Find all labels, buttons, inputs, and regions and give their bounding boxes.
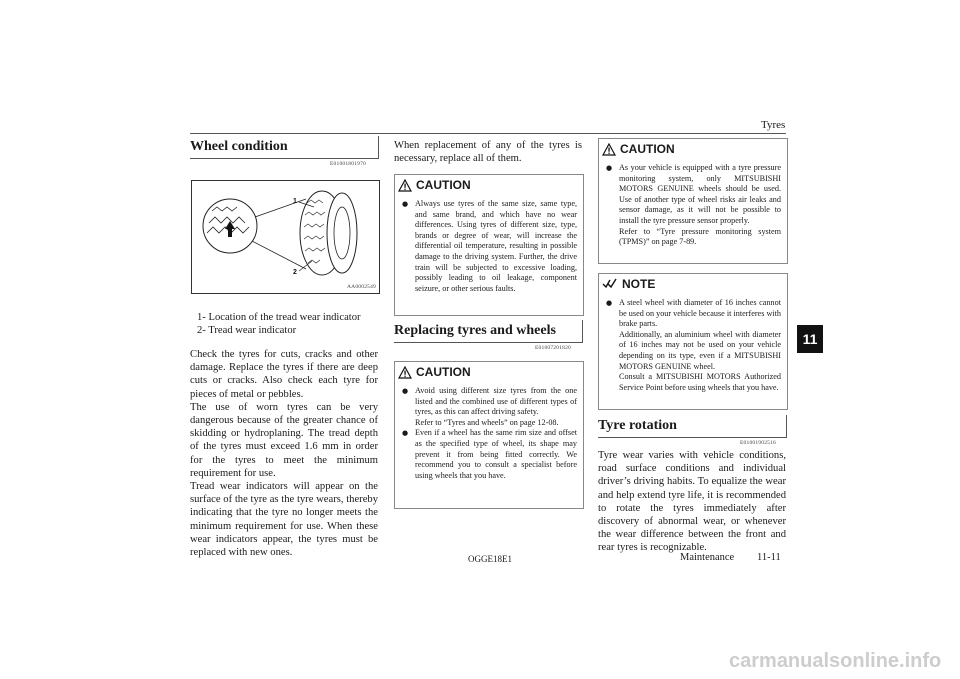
caution-text: As your vehicle is equipped with a tyre pressure monitoring system, only MITSUBISHI MOTORS GENUINE wheels should be used. Use of another type of wheel risks air leaks and sensor damage, as it will not be possible to install the tyre pressure sensor properly. xyxy=(619,163,781,225)
page-number: 11-11 xyxy=(757,552,781,563)
caution-text: Refer to “Tyres and wheels” on page 12-08. xyxy=(415,417,559,427)
legend-item xyxy=(197,324,379,337)
tyre-illustration xyxy=(192,181,379,293)
caution-box xyxy=(394,174,584,316)
caution-box xyxy=(598,138,788,264)
section-tick xyxy=(786,415,787,437)
caution-items xyxy=(606,163,781,248)
section-title-tyre-rotation: Tyre rotation xyxy=(598,418,677,433)
caution-item xyxy=(606,163,781,248)
wheel-condition-text xyxy=(190,348,378,559)
caution-items xyxy=(402,386,577,481)
section-code: E01001902516 xyxy=(740,440,777,446)
warning-triangle-icon xyxy=(602,143,616,156)
warning-triangle-icon xyxy=(398,179,412,192)
section-title-wheel-condition: Wheel condition xyxy=(190,139,288,154)
bullet-icon: ● xyxy=(402,429,409,438)
tyre-rotation-text xyxy=(598,449,786,555)
chapter-title: Tyres xyxy=(761,119,786,131)
footer-section: Maintenance xyxy=(680,552,735,563)
note-box xyxy=(598,273,788,410)
section-code: E01007201820 xyxy=(535,345,572,351)
caution-header xyxy=(398,178,471,192)
bullet-icon: ● xyxy=(402,200,409,208)
bullet-icon: ● xyxy=(402,387,409,395)
section-code: E01001801970 xyxy=(330,161,367,167)
section-tick xyxy=(582,320,583,342)
section-tick xyxy=(378,136,379,158)
paragraph: Tread wear indicators will appear on the surface of the tyre as the tyre wears, thereby indicating that the tyre no longer meets the minimum requirement for use. When these wear indicators appear, the tyres must be replaced with new ones. xyxy=(190,481,378,559)
caution-item xyxy=(402,199,577,294)
figure-legend xyxy=(197,311,379,337)
legend-number: 2- xyxy=(197,325,206,337)
caution-title: CAUTION xyxy=(620,142,675,156)
caution-item xyxy=(402,386,577,428)
note-icon xyxy=(602,278,618,290)
warning-triangle-icon xyxy=(398,366,412,379)
caution-text: Even if a wheel has the same rim size and offset as the specified type of wheel, its shape may prevent it from being fitted correctly. We recommend you to consult a specialist before using wheels that you have. xyxy=(415,428,577,480)
caution-items xyxy=(402,199,577,294)
watermark: carmanualsonline.info xyxy=(729,650,942,672)
caution-box xyxy=(394,361,584,509)
section-title-replacing: Replacing tyres and wheels xyxy=(394,323,556,338)
figure-code: AA0002549 xyxy=(347,284,376,290)
chapter-tab: 11 xyxy=(797,325,823,353)
header-rule xyxy=(190,133,786,134)
legend-text: Location of the tread wear indicator xyxy=(208,312,361,323)
caution-header xyxy=(602,142,675,156)
caution-item xyxy=(402,428,577,481)
paragraph: The use of worn tyres can be very dangerous because of the greater chance of skidding or hydroplaning. The tread depth of the tyres must exceed 1.6 mm in order for the tyres to meet the minimum requirement for use. xyxy=(190,401,378,479)
tyre-figure xyxy=(191,180,380,294)
bullet-icon: ● xyxy=(606,299,613,307)
section-rule xyxy=(394,342,583,343)
note-header xyxy=(602,277,655,291)
doc-code: OGGE18E1 xyxy=(468,554,512,564)
note-text: A steel wheel with diameter of 16 inches cannot be used on your vehicle because it interferes with brake parts. xyxy=(619,298,781,329)
legend-number: 1- xyxy=(197,312,206,323)
callout-1: 1 xyxy=(293,198,297,205)
legend-item xyxy=(197,311,379,324)
paragraph: Check the tyres for cuts, cracks and other damage. Replace the tyres if there are deep cuts or cracks. Also check each tyre for pieces of metal or pebbles. xyxy=(190,349,378,400)
section-rule xyxy=(190,158,379,159)
note-items xyxy=(606,298,781,393)
bullet-icon: ● xyxy=(606,164,613,172)
section-rule xyxy=(598,437,787,438)
caution-title: CAUTION xyxy=(416,365,471,379)
caution-text: Always use tyres of the same size, same type, and same brand, and which have no wear differences. Using tyres of different size, type, brands or degree of wear, will increase the differential oil temperature, resulting in possible damage to the driving system. Further, the drive train will be subjected to excessive loading, possibly leading to oil leakage, component seizure, or other serious faults. xyxy=(415,199,577,293)
caution-header xyxy=(398,365,471,379)
note-title: NOTE xyxy=(622,277,656,291)
paragraph: When replacement of any of the tyres is necessary, replace all of them. xyxy=(394,140,582,165)
note-text: Consult a MITSUBISHI MOTORS Authorized Service Point before using wheels that you have. xyxy=(619,372,781,392)
callout-2: 2 xyxy=(293,269,297,276)
intro-text xyxy=(394,139,582,165)
caution-text: Avoid using different size tyres from the one listed and the combined use of different types of tyres, as this can affect driving safety. xyxy=(415,386,577,417)
legend-text: Tread wear indicator xyxy=(208,325,297,337)
note-text: Additionally, an aluminium wheel with diameter of 16 inches may not be used on your vehicle depending on its type, even if a MITSUBISHI MOTORS GENUINE wheel. xyxy=(619,329,781,371)
caution-text: Refer to “Tyre pressure monitoring system (TPMS)” on page 7-89. xyxy=(619,226,781,247)
paragraph: Tyre wear varies with vehicle conditions, road surface conditions and individual driver’s driving habits. To equalize the wear and help extend tyre life, it is recommended to rotate the tyres immediately after discovery of abnormal wear, or whenever the wear difference between the front and rear tyres is recognizable. xyxy=(598,450,786,554)
note-item xyxy=(606,298,781,393)
caution-title: CAUTION xyxy=(416,178,471,192)
